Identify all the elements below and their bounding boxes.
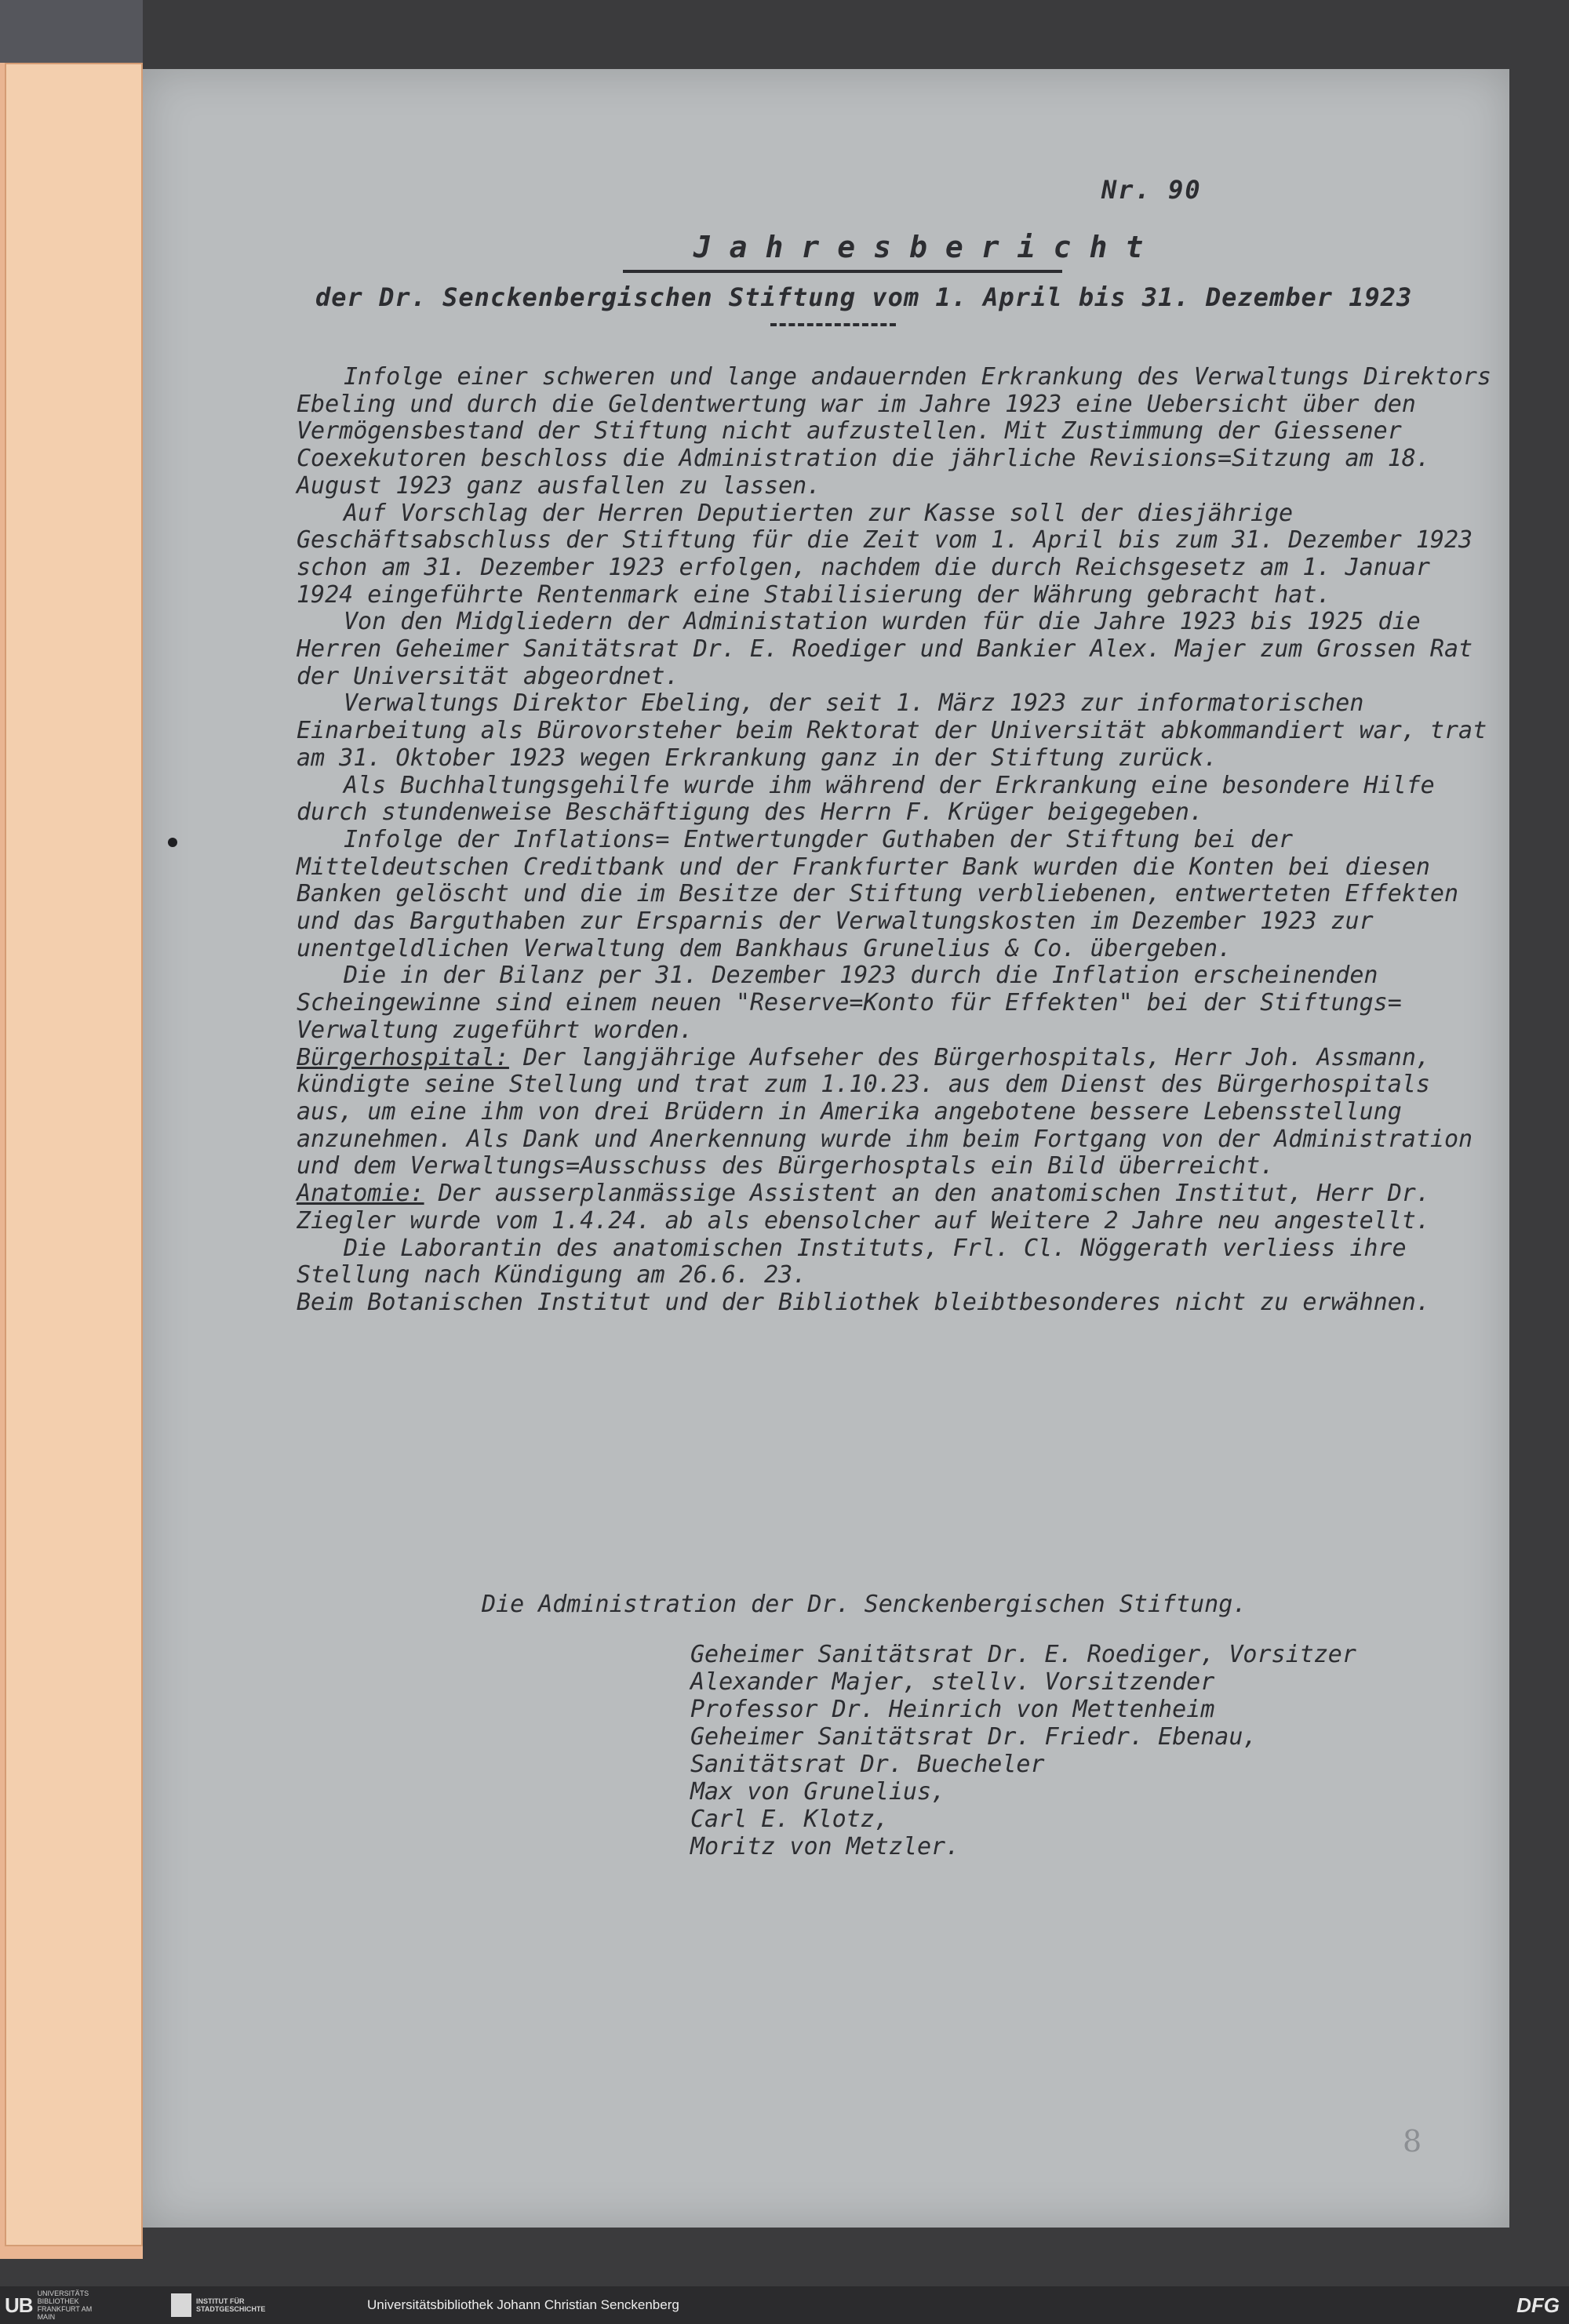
signer-name: Moritz von Metzler.: [690, 1833, 960, 1860]
paragraph-laborantin: Die Laborantin des anatomischen Instituts, Frl. Cl. Nöggerath verliess ihre Stellung nach Kündigung am 26.6. 23.: [297, 1234, 1407, 1289]
isg-logo-text: INSTITUT FÜR STADTGESCHICHTE: [196, 2297, 266, 2313]
isg-logo[interactable]: [171, 2293, 282, 2318]
paragraph-bookkeeper: Als Buchhaltungsgehilfe wurde ihm während der Erkrankung eine besondere Hilfe durch stundenweise Beschäftigung des Herrn F. Krüger beigegeben.: [297, 771, 1435, 827]
folder-tab: [0, 0, 143, 63]
buergerhospital-label: Bürgerhospital:: [297, 1043, 509, 1071]
signer-name: Alexander Majer, stellv. Vorsitzender: [690, 1668, 1215, 1696]
signer-list: [690, 1641, 1356, 1860]
anatomie-label: Anatomie:: [297, 1180, 424, 1208]
signer-name: Sanitätsrat Dr. Buecheler: [690, 1751, 1045, 1778]
signer-name: Professor Dr. Heinrich von Mettenheim: [690, 1696, 1215, 1723]
paragraph-botanik: Beim Botanischen Institut und der Bibliothek bleibtbesonderes nicht zu erwähnen.: [297, 1288, 1430, 1316]
document-subtitle: der Dr. Senckenbergischen Stiftung vom 1. April bis 31. Dezember 1923: [315, 282, 1413, 312]
paragraph-buergerhospital: [297, 1045, 1497, 1181]
report-body: [297, 364, 1497, 1317]
page-number: 8: [1403, 2124, 1422, 2159]
document-number: Nr. 90: [1101, 175, 1202, 205]
paragraph-proposal: Auf Vorschlag der Herren Deputierten zur Kasse soll der diesjährige Geschäftsabschluss der Stiftung für die Zeit vom 1. April bis zum 31. Dezember 1923 schon am 31. Dezember 1923 erfolgen, nachdem die durch Reichsgesetz am 1. Januar 1924 eingeführte Rentenmark eine Stabilisierung der Währung gebracht hat.: [297, 499, 1473, 609]
paragraph-director: Verwaltungs Direktor Ebeling, der seit 1. März 1923 zur informatorischen Einarbeitung als Bürovorsteher beim Rektorat der Universität abkommandiert war, trat am 31. Oktober 1923 wegen Erkrankung ganz in der Stiftung zurück.: [297, 689, 1487, 772]
ub-mark: UB: [5, 2293, 33, 2317]
paragraph-balance: Die in der Bilanz per 31. Dezember 1923 durch die Inflation erscheinenden Scheingewinne sind einem neuen "Reserve=Konto für Effekten" bei der Stiftungs= Verwaltung zugeführt worden.: [297, 962, 1402, 1044]
document-sheet: [143, 69, 1509, 2228]
paragraph-illness: Infolge einer schweren und lange andauernden Erkrankung des Verwaltungs Direktors Ebeling und durch die Geldentwertung war im Jahre 1923 eine Uebersicht über den Vermögensbestand der Stiftung nicht aufzustellen. Mit Zustimmung der Giessener Coexekutoren beschloss die Administration die jährliche Revisions=Sitzung am 18. August 1923 ganz ausfallen zu lassen.: [297, 363, 1491, 500]
dfg-logo[interactable]: DFG: [1516, 2293, 1560, 2317]
footer-bar: [0, 2286, 1569, 2324]
signer-name: Carl E. Klotz,: [690, 1806, 889, 1833]
ink-dot: [168, 838, 177, 847]
paragraph-inflation: Infolge der Inflations= Entwertungder Guthaben der Stiftung bei der Mitteldeutschen Creditbank und der Frankfurter Bank wurden die Konten bei diesen Banken gelöscht und die im Besitze der Stiftung verbliebenen, entwerteten Effekten und das Barguthaben zur Ersparnis der Verwaltungskosten im Dezember 1923 zur unentgeldlichen Verwaltung dem Bankhaus Grunelius & Co. übergeben.: [297, 825, 1459, 962]
subtitle-underline: [770, 323, 896, 326]
title-underline: [623, 270, 1062, 273]
signer-name: Geheimer Sanitätsrat Dr. Friedr. Ebenau,: [690, 1723, 1258, 1751]
document-title: Jahresbericht: [693, 230, 1162, 264]
signer-name: Max von Grunelius,: [690, 1778, 946, 1806]
paragraph-members: Von den Midgliedern der Administation wurden für die Jahre 1923 bis 1925 die Herren Geheimer Sanitätsrat Dr. E. Roediger und Bankier Alex. Majer zum Grossen Rat der Universität abgeordnet.: [297, 608, 1473, 690]
folder-inner: [5, 63, 143, 2246]
closing-line: Die Administration der Dr. Senckenbergischen Stiftung.: [482, 1591, 1247, 1618]
buergerhospital-text: Der langjährige Aufseher des Bürgerhospitals, Herr Joh. Assmann, kündigte seine Stellung und trat zum 1.10.23. aus dem Dienst des Bürgerhospitals aus, um eine ihm von drei Brüdern in Amerika angebotene bessere Lebensstellung anzunehmen. Als Dank und Anerkennung wurde ihm beim Fortgang von der Administration und dem Verwaltungs=Ausschuss des Bürgerhosptals ein Bild überreicht.: [297, 1043, 1473, 1180]
isg-shield-icon: [171, 2293, 191, 2317]
ub-logo-text: UNIVERSITÄTS BIBLIOTHEK FRANKFURT AM MAIN: [37, 2289, 93, 2321]
signer-name: Geheimer Sanitätsrat Dr. E. Roediger, Vorsitzer: [690, 1641, 1356, 1668]
footer-caption: Universitätsbibliothek Johann Christian Senckenberg: [367, 2297, 679, 2312]
folder-background: [0, 0, 143, 2259]
paragraph-anatomie: [297, 1180, 1497, 1235]
ub-logo[interactable]: [5, 2289, 108, 2321]
anatomie-text: Der ausserplanmässige Assistent an den anatomischen Institut, Herr Dr. Ziegler wurde vom 1.4.24. ab als ebensolcher auf Weitere 2 Jahre neu angestellt.: [297, 1180, 1430, 1235]
typed-document: [143, 69, 1509, 2228]
